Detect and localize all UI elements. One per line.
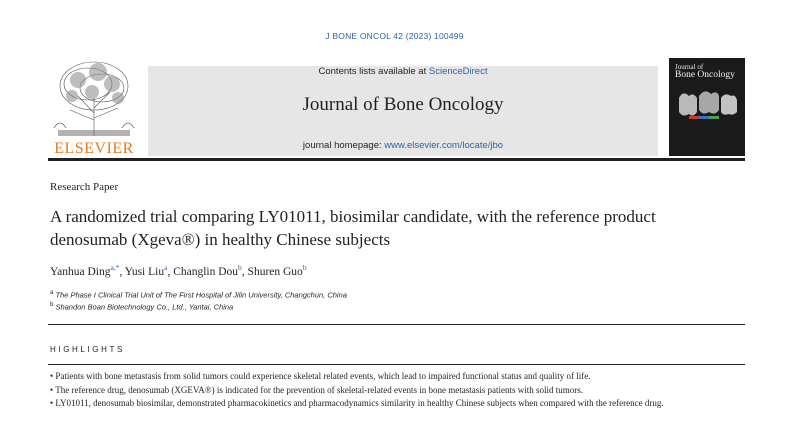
affiliation-mark: a xyxy=(50,290,54,296)
cover-title-line1: Journal of xyxy=(675,63,704,71)
section-rule xyxy=(48,324,745,325)
affiliation-text: The Phase I Clinical Trial Unit of The First Hospital of Jilin University, Changchun, China xyxy=(55,290,347,300)
author-affiliation-mark[interactable]: a xyxy=(164,263,168,272)
highlight-item: • LY01011, denosumab biosimilar, demonstrated pharmacokinetics and pharmacodynamics similarity in healthy Chinese subjects when compared with the reference drug. xyxy=(50,398,664,408)
affiliation-a xyxy=(50,290,347,300)
author-affiliation-mark[interactable]: a,* xyxy=(110,263,120,272)
highlights-list xyxy=(50,370,745,411)
journal-cover-thumbnail[interactable] xyxy=(669,58,745,156)
journal-citation[interactable]: J BONE ONCOL 42 (2023) 100499 xyxy=(325,31,464,41)
highlight-item: • The reference drug, denosumab (XGEVA®) is indicated for the prevention of skeletal-related events in bone metastasis patients with solid tumors. xyxy=(50,384,584,395)
author-name[interactable]: Yanhua Ding xyxy=(50,265,111,278)
homepage-link[interactable]: www.elsevier.com/locate/jbo xyxy=(384,140,504,151)
affiliation-text: Shandon Boan Biotechnology Co., Ltd., Yantai, China xyxy=(55,302,234,312)
author-affiliation-mark[interactable]: b xyxy=(302,263,307,272)
highlights-heading: HIGHLIGHTS xyxy=(50,345,125,354)
affiliation-mark: b xyxy=(50,302,54,308)
cover-bone-image xyxy=(675,88,739,122)
publisher-logo-text: ELSEVIER xyxy=(54,140,134,157)
journal-title[interactable]: Journal of Bone Oncology xyxy=(302,94,504,115)
author-name[interactable]: Shuren Guo xyxy=(247,265,303,278)
highlights-rule xyxy=(48,364,745,365)
author-name[interactable]: Changlin Dou xyxy=(173,265,239,278)
homepage-line xyxy=(148,140,658,151)
cover-title-line2: Bone Oncology xyxy=(675,70,735,80)
highlight-item: • Patients with bone metastasis from solid tumors could experience skeletal related events, which lead to impaired functional status and quality of life. xyxy=(50,371,591,381)
contents-prefix: Contents lists available at xyxy=(318,66,429,77)
article-title: A randomized trial comparing LY01011, biosimilar candidate, with the reference product denosumab (Xgeva®) in healthy Chinese subjects xyxy=(50,207,656,249)
sciencedirect-link[interactable]: ScienceDirect xyxy=(428,66,488,77)
journal-banner xyxy=(148,66,658,156)
header-rule xyxy=(48,158,745,161)
contents-line xyxy=(148,66,658,77)
affiliation-b xyxy=(50,302,233,312)
article-type: Research Paper xyxy=(50,181,119,193)
author-separator: , xyxy=(167,265,174,278)
author-separator: , xyxy=(119,265,125,278)
author-name[interactable]: Yusi Liu xyxy=(124,265,165,278)
author-separator: , xyxy=(241,265,248,278)
homepage-prefix: journal homepage: xyxy=(302,140,385,151)
author-list xyxy=(50,263,307,278)
author-affiliation-mark[interactable]: b xyxy=(238,263,242,272)
